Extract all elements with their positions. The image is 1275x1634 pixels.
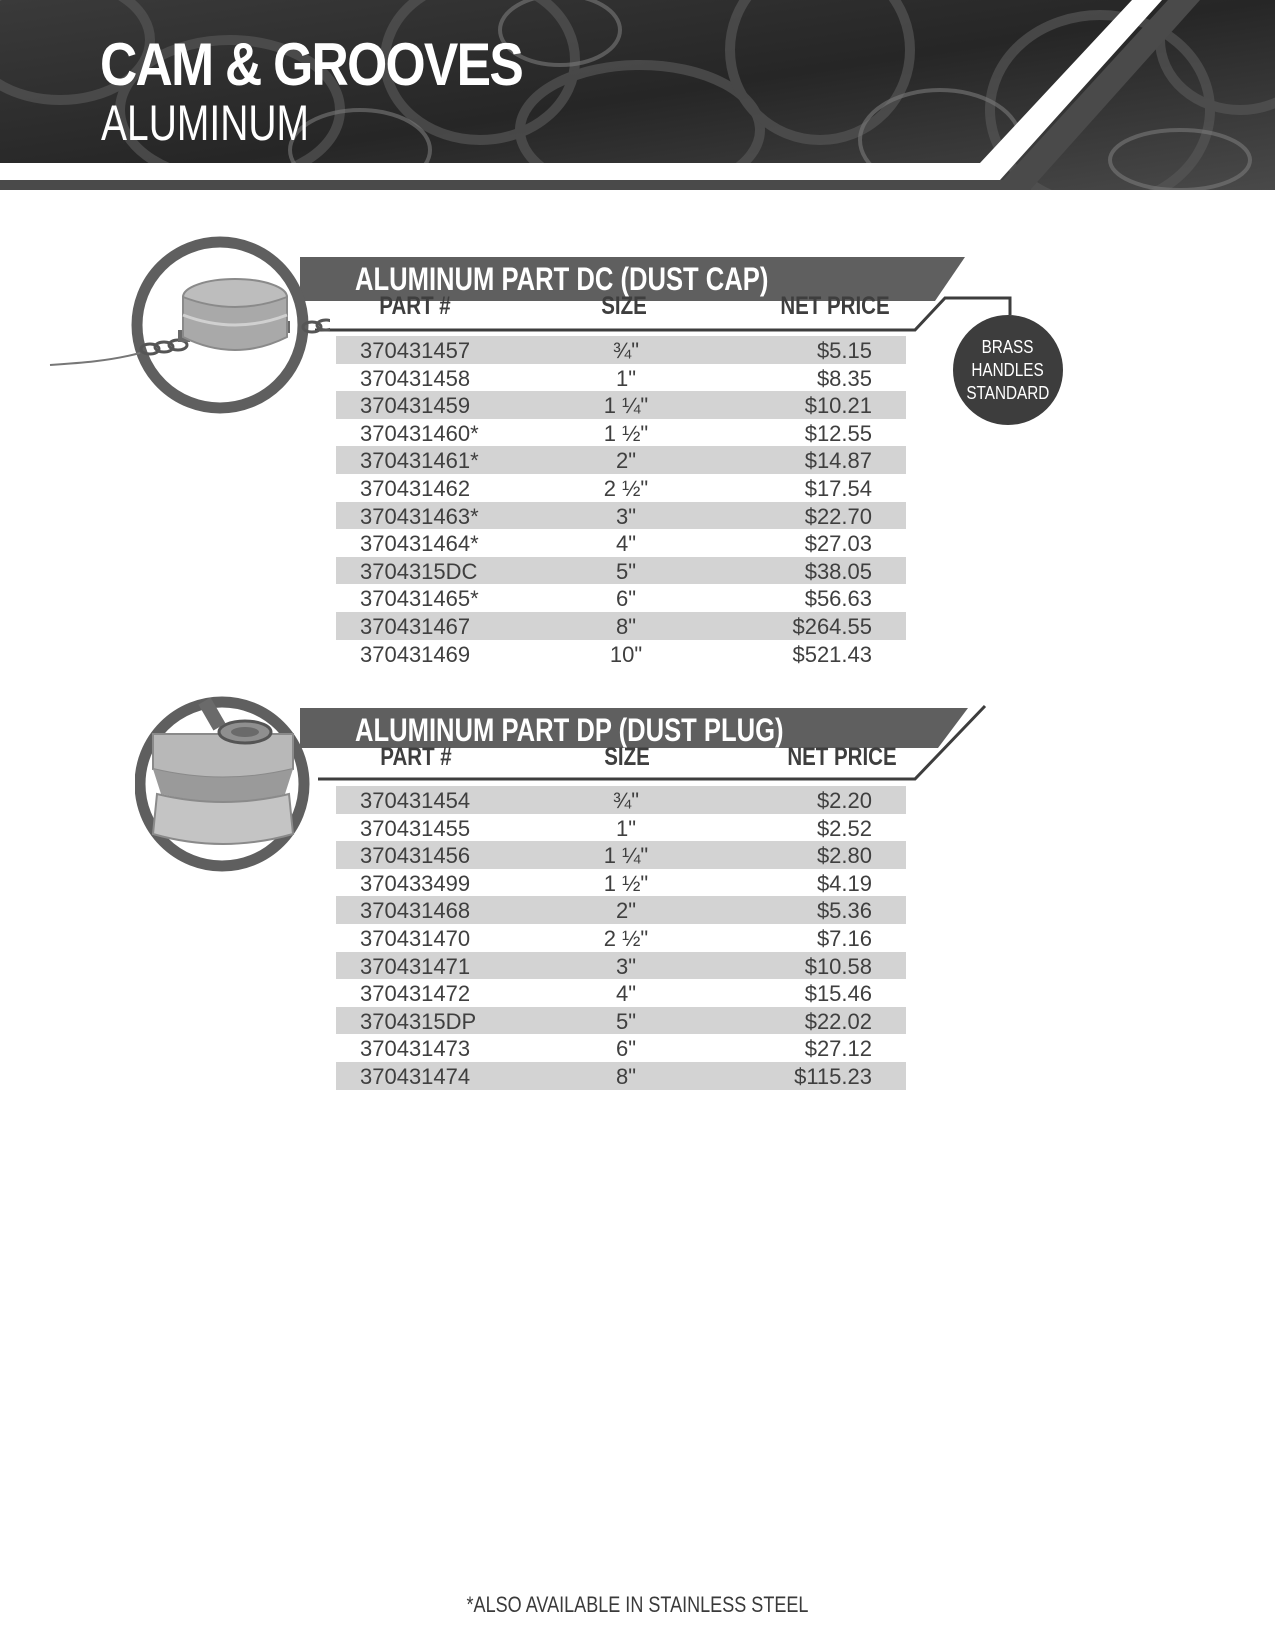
size: 1" (615, 365, 637, 391)
part-number: 370431460* (360, 420, 479, 446)
table-row (336, 1062, 906, 1090)
part-number: 370431456 (360, 843, 471, 869)
section-dust-plug (0, 696, 1275, 1096)
table-row (336, 841, 906, 869)
section-title: ALUMINUM PART DP (DUST PLUG) (355, 712, 784, 748)
size: 1 ½" (603, 870, 649, 896)
part-number: 370431461* (360, 448, 479, 474)
size: 2 ½" (603, 475, 649, 501)
table-row (336, 557, 906, 585)
badge-line: STANDARD (966, 382, 1050, 403)
net-price: $2.20 (816, 788, 872, 813)
size: 1 ½" (603, 420, 649, 446)
table-row (336, 584, 906, 612)
table-row (336, 1034, 906, 1062)
column-header-net-price: NET PRICE (780, 292, 890, 320)
table-row (336, 814, 906, 842)
size: 2 ½" (603, 925, 649, 951)
net-price: $12.55 (804, 420, 872, 446)
part-number: 370431464* (360, 531, 479, 557)
net-price: $10.21 (804, 393, 872, 419)
net-price: $22.02 (804, 1008, 872, 1034)
table-row (336, 529, 906, 557)
net-price: $27.03 (804, 531, 872, 557)
size: 2" (615, 448, 637, 474)
column-header-size: SIZE (604, 743, 650, 771)
part-number: 370431467 (360, 613, 471, 639)
size: 8" (615, 1063, 637, 1089)
dust-plug-photo (135, 694, 335, 884)
size: 4" (615, 981, 637, 1007)
part-number: 370431472 (360, 981, 471, 1007)
net-price: $264.55 (792, 613, 872, 639)
net-price: $5.36 (816, 898, 872, 924)
size: 6" (615, 1036, 637, 1062)
size: 1 ¼" (603, 843, 649, 869)
part-number: 370431469 (360, 641, 471, 667)
section-title: ALUMINUM PART DC (DUST CAP) (355, 261, 769, 297)
size: 6" (615, 586, 637, 612)
part-number: 370431462 (360, 475, 471, 501)
part-number: 370431463* (360, 503, 479, 529)
table-row (336, 979, 906, 1007)
size: 10" (609, 641, 643, 667)
size: 2" (615, 898, 637, 924)
table-row (336, 474, 906, 502)
column-header-net-price: NET PRICE (787, 743, 897, 771)
part-number: 370431457 (360, 338, 471, 363)
net-price: $5.15 (816, 338, 872, 363)
part-number: 370431468 (360, 898, 471, 924)
badge-line: HANDLES (971, 359, 1045, 380)
net-price: $2.80 (816, 843, 872, 869)
table-row (336, 896, 906, 924)
net-price: $8.35 (816, 365, 872, 391)
size: 3" (615, 503, 637, 529)
price-table (336, 336, 906, 667)
net-price: $56.63 (804, 586, 872, 612)
net-price: $2.52 (816, 815, 872, 841)
part-number: 370431458 (360, 365, 471, 391)
dust-cap-photo (40, 235, 330, 425)
part-number: 370431470 (360, 925, 471, 951)
price-table (336, 786, 906, 1090)
footnote-text: *ALSO AVAILABLE IN STAINLESS STEEL (466, 1592, 809, 1617)
table-row (336, 419, 906, 447)
part-number: 370433499 (360, 870, 471, 896)
net-price: $14.87 (804, 448, 872, 474)
page-title: CAM & GROOVES (100, 31, 523, 98)
table-row (336, 786, 906, 814)
part-number: 3704315DP (360, 1008, 477, 1034)
table-row (336, 640, 906, 668)
size: 5" (615, 558, 637, 584)
size: 8" (615, 613, 637, 639)
size: 3" (615, 953, 637, 979)
table-row (336, 502, 906, 530)
table-row (336, 364, 906, 392)
size: ¾" (612, 788, 640, 813)
table-row (336, 336, 906, 364)
column-header-size: SIZE (601, 292, 647, 320)
footnote (0, 1592, 1275, 1618)
table-row (336, 952, 906, 980)
net-price: $10.58 (804, 953, 872, 979)
part-number: 370431465* (360, 586, 479, 612)
part-number: 370431454 (360, 788, 471, 813)
size: 4" (615, 531, 637, 557)
table-row (336, 446, 906, 474)
part-number: 370431471 (360, 953, 471, 979)
column-header-part: PART # (380, 743, 452, 771)
part-number: 3704315DC (360, 558, 478, 584)
net-price: $4.19 (816, 870, 872, 896)
net-price: $521.43 (792, 641, 872, 667)
net-price: $115.23 (794, 1063, 872, 1089)
table-row (336, 612, 906, 640)
part-number: 370431455 (360, 815, 471, 841)
table-row (336, 924, 906, 952)
net-price: $22.70 (804, 503, 872, 529)
brass-handles-badge (953, 315, 1063, 425)
size: ¾" (612, 338, 640, 363)
net-price: $27.12 (804, 1036, 872, 1062)
size: 1 ¼" (603, 393, 649, 419)
net-price: $15.46 (804, 981, 872, 1007)
page-subtitle: ALUMINUM (101, 95, 310, 151)
net-price: $17.54 (804, 475, 872, 501)
size: 1" (615, 815, 637, 841)
net-price: $7.16 (816, 925, 872, 951)
section-dust-cap (0, 245, 1275, 675)
table-row (336, 391, 906, 419)
net-price: $38.05 (804, 558, 872, 584)
part-number: 370431459 (360, 393, 471, 419)
table-row (336, 869, 906, 897)
part-number: 370431473 (360, 1036, 471, 1062)
badge-line: BRASS (982, 336, 1034, 357)
header-banner (0, 0, 1275, 195)
column-header-part: PART # (379, 292, 451, 320)
size: 5" (615, 1008, 637, 1034)
table-row (336, 1007, 906, 1035)
part-number: 370431474 (360, 1063, 471, 1089)
